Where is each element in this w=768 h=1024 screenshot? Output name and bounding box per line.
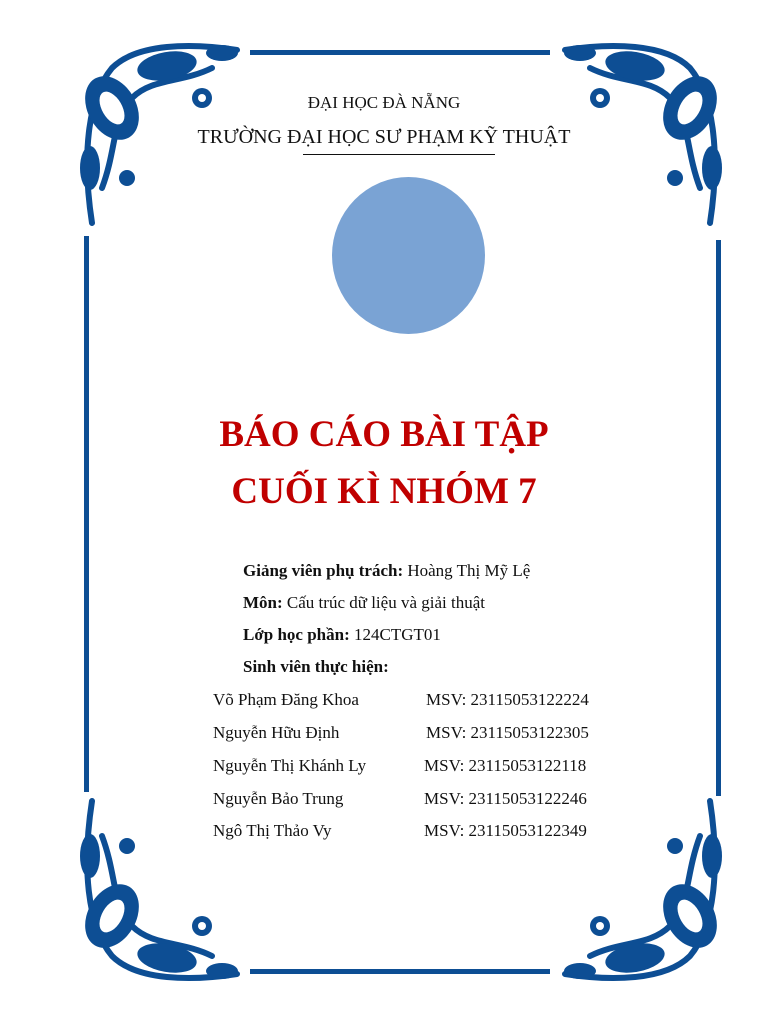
border-bottom (250, 969, 550, 974)
lecturer-label: Giảng viên phụ trách: (243, 561, 404, 580)
border-left (84, 236, 89, 792)
student-name: Ngô Thị Thảo Vy (213, 821, 332, 840)
student-name: Võ Phạm Đăng Khoa (213, 690, 359, 709)
class-label: Lớp học phần: (243, 625, 350, 644)
students-label: Sinh viên thực hiện: (243, 657, 389, 676)
student-msv: MSV: 23115053122224 (426, 690, 589, 709)
report-title-line2: CUỐI KÌ NHÓM 7 (231, 471, 537, 512)
school-underline (303, 154, 495, 155)
logo-circle (332, 177, 485, 334)
student-msv: MSV: 23115053122305 (426, 723, 589, 742)
university-name: ĐẠI HỌC ĐÀ NẴNG (307, 93, 461, 112)
students-heading (243, 657, 389, 677)
subject-line (243, 593, 485, 613)
student-msv: MSV: 23115053122349 (424, 821, 587, 840)
lecturer-line (243, 561, 530, 581)
lecturer-value: Hoàng Thị Mỹ Lệ (407, 561, 531, 580)
student-msv: MSV: 23115053122246 (424, 789, 587, 808)
class-line (243, 625, 441, 645)
student-name: Nguyễn Hữu Định (213, 723, 340, 742)
border-right (716, 240, 721, 796)
student-name: Nguyễn Thị Khánh Ly (213, 756, 367, 775)
class-value: 124CTGT01 (353, 625, 441, 644)
student-name: Nguyễn Bảo Trung (213, 789, 344, 808)
subject-value: Cấu trúc dữ liệu và giải thuật (286, 593, 485, 612)
school-name: TRƯỜNG ĐẠI HỌC SƯ PHẠM KỸ THUẬT (197, 126, 571, 148)
subject-label: Môn: (243, 593, 283, 612)
report-title-line1: BÁO CÁO BÀI TẬP (219, 414, 549, 455)
student-msv: MSV: 23115053122118 (424, 756, 587, 775)
border-top (250, 50, 550, 55)
